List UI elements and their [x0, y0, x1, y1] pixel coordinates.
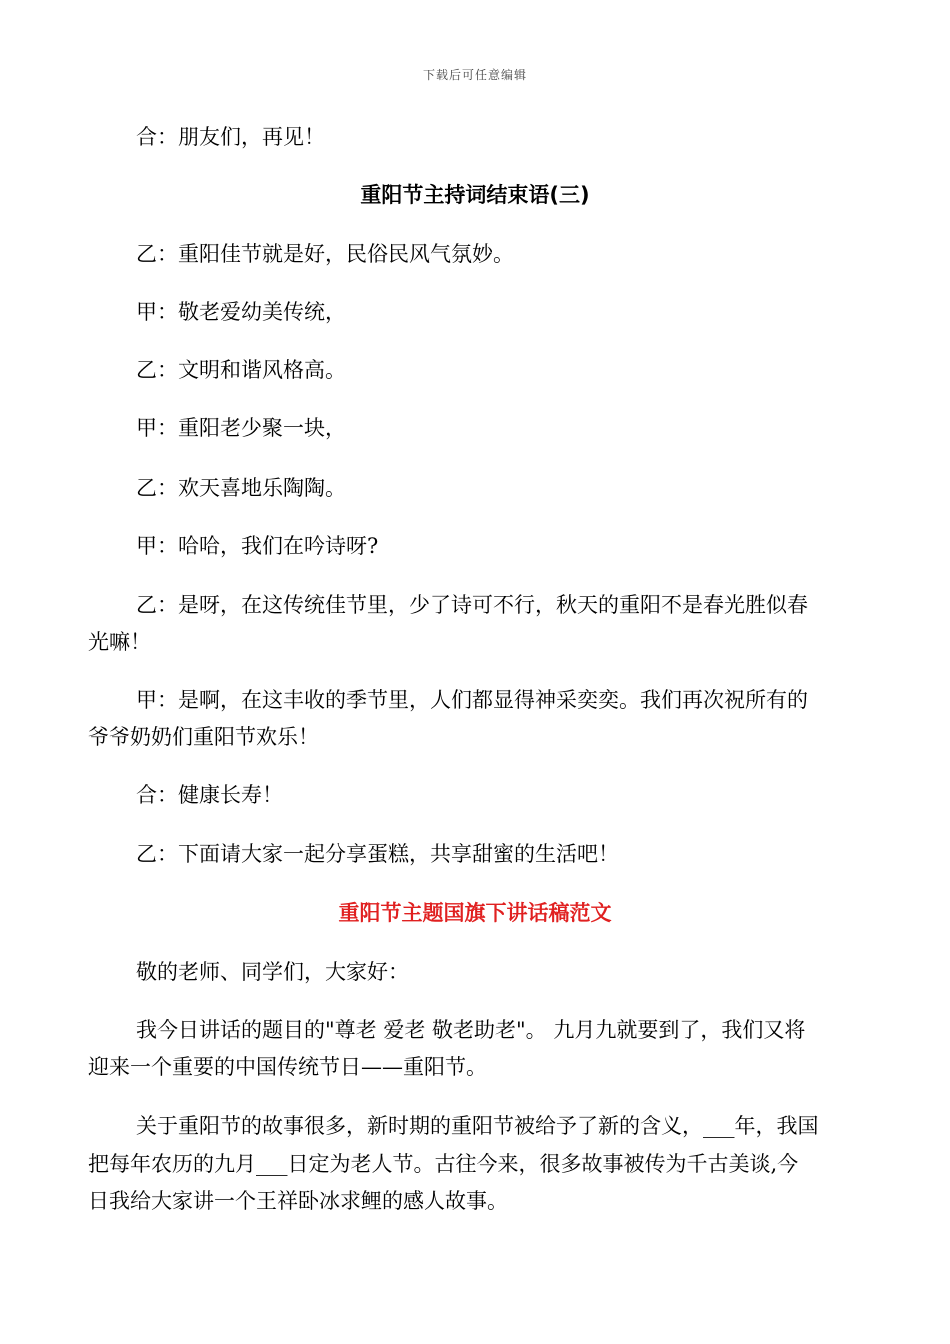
- dialogue-line: 甲：哈哈，我们在吟诗呀?: [136, 534, 379, 558]
- dialogue-line: 乙：下面请大家一起分享蛋糕，共享甜蜜的生活吧！: [136, 842, 619, 866]
- speech-paragraph-line: 我今日讲话的题目的"尊老 爱老 敬老助老"。 九月九就要到了，我们又将: [136, 1018, 806, 1042]
- dialogue-paragraph-line: 甲：是啊，在这丰收的季节里，人们都显得神采奕奕。我们再次祝所有的: [136, 688, 808, 712]
- speech-paragraph-line: 把每年农历的九月___日定为老人节。古往今来，很多故事被传为千古美谈,今: [88, 1152, 799, 1176]
- dialogue-line: 乙：文明和谐风格高。: [136, 358, 346, 382]
- dialogue-line: 甲：敬老爱幼美传统，: [136, 300, 346, 324]
- speech-paragraph-line: 迎来一个重要的中国传统节日——重阳节。: [88, 1055, 487, 1079]
- dialogue-line: 甲：重阳老少聚一块，: [136, 416, 346, 440]
- dialogue-paragraph-line: 光嘛！: [88, 630, 151, 654]
- section-title-speech: 重阳节主题国旗下讲话稿范文: [338, 901, 612, 925]
- page-header-note: 下载后可任意编辑: [422, 68, 527, 82]
- speech-paragraph-line: 日我给大家讲一个王祥卧冰求鲤的感人故事。: [88, 1189, 508, 1213]
- dialogue-paragraph-line: 乙：是呀，在这传统佳节里，少了诗可不行，秋天的重阳不是春光胜似春: [136, 593, 808, 617]
- dialogue-line: 合：健康长寿！: [136, 783, 283, 807]
- dialogue-line: 乙：欢天喜地乐陶陶。: [136, 476, 346, 500]
- dialogue-paragraph-line: 爷爷奶奶们重阳节欢乐！: [88, 725, 319, 749]
- dialogue-line: 乙：重阳佳节就是好，民俗民风气氛妙。: [136, 242, 514, 266]
- closing-line: 合：朋友们，再见！: [136, 125, 325, 149]
- section-title-closing-remarks: 重阳节主持词结束语(三): [360, 183, 590, 207]
- speech-paragraph-line: 关于重阳节的故事很多，新时期的重阳节被给予了新的含义，___年，我国: [136, 1114, 819, 1138]
- speech-greeting: 敬的老师、同学们，大家好：: [136, 960, 409, 984]
